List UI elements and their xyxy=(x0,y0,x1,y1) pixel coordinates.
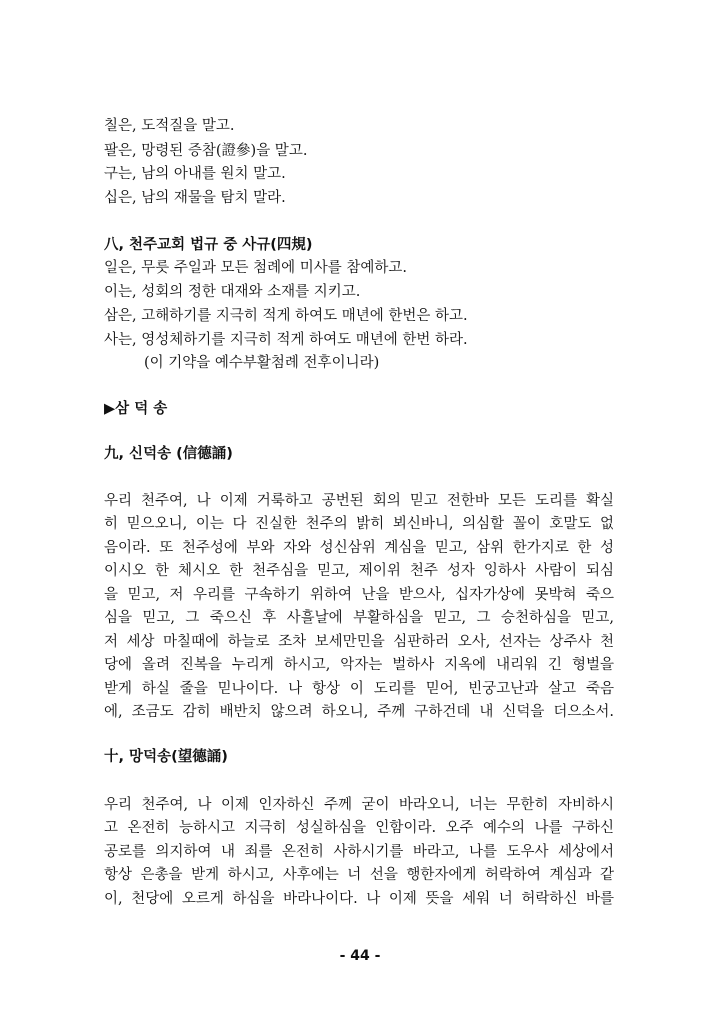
paragraph-line: 을 믿고, 저 우리를 구속하기 위하여 난을 받으사, 십자가상에 못박혀 죽으 xyxy=(104,587,614,603)
paragraph-line: 공로를 의지하여 내 죄를 온전히 사하시기를 바라고, 나를 도우사 세상에서 xyxy=(104,844,614,860)
paragraph-line: 당에 올려 진복을 누리게 하시고, 악자는 벌하사 지옥에 내리워 긴 형벌을 xyxy=(104,657,614,673)
paragraph-line: 음이라. 또 천주성에 부와 자와 성신삼위 계심을 믿고, 삼위 한가지로 한 성 xyxy=(104,540,614,556)
paragraph-line: 받게 하실 줄을 믿나이다. 나 항상 이 도리를 믿어, 빈궁고난과 살고 죽음 xyxy=(104,681,614,697)
paragraph-line: 저 세상 마칠때에 하늘로 조차 보세만민을 심판하러 오사, 선자는 상주사 천 xyxy=(104,634,614,650)
paragraph-line: 에, 조금도 감히 배반치 않으려 하오니, 주께 구하건데 내 신덕을 더으소서. xyxy=(104,704,614,720)
text-line: 칠은, 도적질을 말고. xyxy=(104,118,235,134)
paragraph-line: 우리 천주여, 나 이제 거룩하고 공번된 회의 믿고 전한바 모든 도리를 확실 xyxy=(104,493,614,509)
paragraph-line: 고 온전히 능하시고 지극히 성실하심을 인함이라. 오주 예수의 나를 구하신 xyxy=(104,820,614,836)
text-line: 구는, 남의 아내를 원치 말고. xyxy=(104,166,286,182)
text-line: 일은, 무릇 주일과 모든 첨례에 미사를 참예하고. xyxy=(104,260,408,276)
section-note: (이 기약을 예수부활첨례 전후이니라) xyxy=(144,355,380,371)
text-line: 팔은, 망령된 증참(證參)을 말고. xyxy=(104,143,308,159)
text-line: 사는, 영성체하기를 지극히 적게 하여도 매년에 한번 하라. xyxy=(104,332,468,348)
page-number: - 44 - xyxy=(339,948,381,964)
paragraph-line: 히 믿으오니, 이는 다 진실한 천주의 밝히 뵈신바니, 의심할 꼴이 호말도 없 xyxy=(104,516,614,532)
section-heading: 十, 망덕송(望德誦) xyxy=(104,749,228,765)
paragraph-line: 심을 믿고, 그 죽으신 후 사흘날에 부활하심을 믿고, 그 승천하심을 믿고, xyxy=(104,610,614,626)
paragraph-line: 이, 천당에 오르게 하심을 바라나이다. 나 이제 뜻을 세워 너 허락하신 바를 xyxy=(104,891,614,907)
paragraph-line: 항상 은총을 받게 하시고, 사후에는 너 선을 행한자에게 허락하여 계심과 같 xyxy=(104,867,614,883)
section-heading: 八, 천주교회 법규 중 사규(四規) xyxy=(104,237,313,253)
subsection-heading: ▶삼 덕 송 xyxy=(104,401,168,417)
text-line: 삼은, 고해하기를 지극히 적게 하여도 매년에 한번은 하고. xyxy=(104,308,468,324)
paragraph-line: 우리 천주여, 나 이제 인자하신 주께 굳이 바라오니, 너는 무한히 자비하시 xyxy=(104,797,614,813)
text-line: 십은, 남의 재물을 탐치 말라. xyxy=(104,190,286,206)
text-line: 이는, 성회의 정한 대재와 소재를 지키고. xyxy=(104,284,361,300)
paragraph-line: 이시오 한 체시오 한 천주심을 믿고, 제이위 천주 성자 잉하사 사람이 되심 xyxy=(104,563,614,579)
section-heading: 九, 신덕송 (信德誦) xyxy=(104,446,233,462)
